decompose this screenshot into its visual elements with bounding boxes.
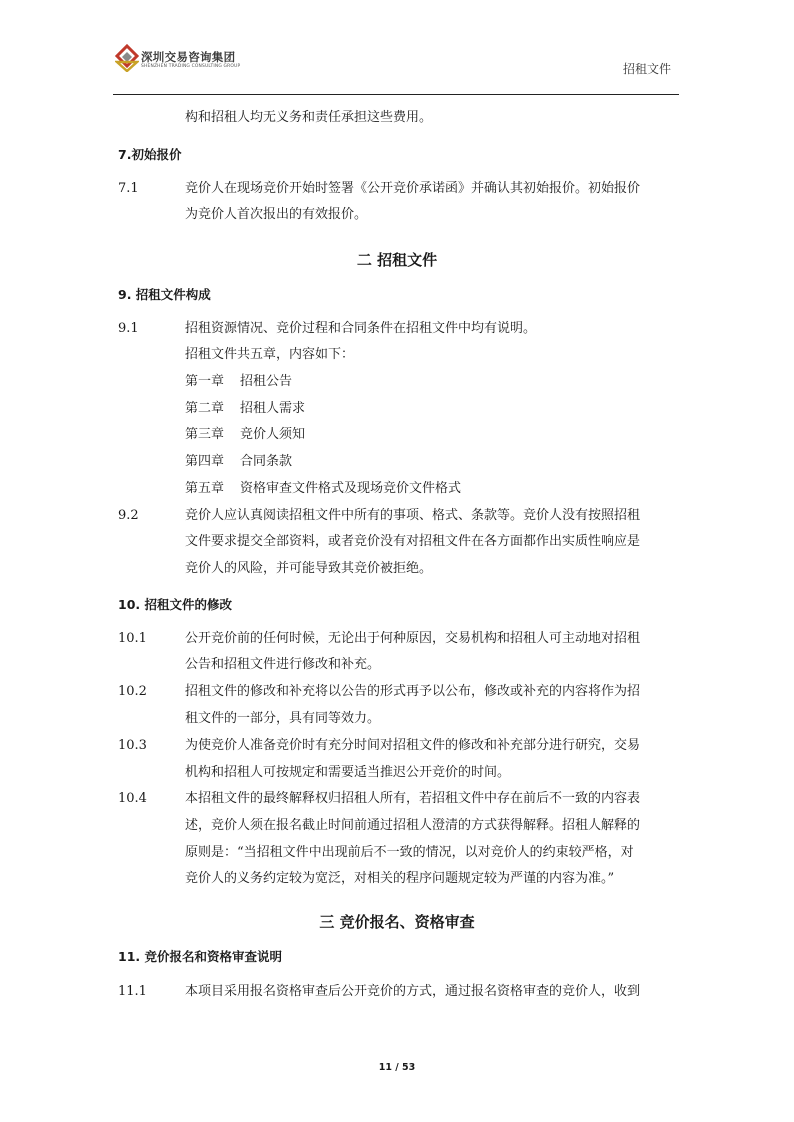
chapter-list-no: 第三章: [185, 427, 225, 442]
clause-10-3-number: 10.3: [118, 738, 147, 753]
clause-11-1-number: 11.1: [118, 984, 147, 999]
section-9-heading: 9. 招租文件构成: [118, 287, 211, 302]
section-10-heading: 10. 招租文件的修改: [118, 597, 232, 612]
continuation-line: 构和招租人均无义务和责任承担这些费用。: [185, 110, 433, 125]
page-number: 11 / 53: [378, 1062, 416, 1073]
clause-10-4-number: 10.4: [118, 791, 147, 806]
clause-11-1-line: 本项目采用报名资格审查后公开竞价的方式，通过报名资格审查的竞价人，收到: [185, 984, 641, 999]
clause-10-1-line: 公开竞价前的任何时候，无论出于何种原因，交易机构和招租人可主动地对招租: [185, 631, 641, 646]
clause-10-2-number: 10.2: [118, 684, 147, 699]
chapter-2-title: 二 招租文件: [356, 251, 438, 269]
clause-9-2-number: 9.2: [118, 508, 139, 523]
clause-9-1-line: 招租资源情况、竞价过程和合同条件在招租文件中均有说明。: [185, 321, 537, 336]
clause-10-4-line: 述，竞价人须在报名截止时间前通过招租人澄清的方式获得解释。招租人解释的: [185, 818, 641, 833]
logo-text-cn: 深圳交易咨询集团: [141, 50, 236, 64]
clause-9-2-line: 竞价人应认真阅读招租文件中所有的事项、格式、条款等。竞价人没有按照招租: [185, 508, 641, 523]
clause-9-1-number: 9.1: [118, 321, 139, 336]
clause-9-1-line: 招租文件共五章，内容如下：: [185, 347, 355, 362]
clause-10-1-line: 公告和招租文件进行修改和补充。: [185, 657, 381, 672]
clause-10-4-line: 竞价人的义务约定较为宽泛，对相关的程序问题规定较为严谨的内容为准。”: [185, 871, 615, 886]
clause-10-3-line: 机构和招租人可按规定和需要适当推迟公开竞价的时间。: [185, 765, 511, 780]
chapter-list-name: 竞价人须知: [240, 427, 306, 442]
chapter-list-name: 招租公告: [240, 374, 293, 389]
clause-10-1-number: 10.1: [118, 631, 147, 646]
clause-7-1-line: 为竞价人首次报出的有效报价。: [185, 207, 368, 222]
logo-mark-icon: [115, 44, 139, 72]
company-logo: [115, 44, 315, 80]
header-title: 招租文件: [622, 62, 671, 76]
chapter-list-name: 招租人需求: [240, 401, 306, 416]
chapter-list-no: 第一章: [185, 374, 225, 389]
clause-10-4-line: 原则是：“当招租文件中出现前后不一致的情况，以对竞价人的约束较严格，对: [185, 845, 634, 860]
section-11-heading: 11. 竞价报名和资格审查说明: [118, 949, 282, 964]
clause-7-1-line: 竞价人在现场竞价开始时签署《公开竞价承诺函》并确认其初始报价。初始报价: [185, 181, 641, 196]
chapter-list-name: 资格审查文件格式及现场竞价文件格式: [240, 481, 462, 496]
section-7-heading: 7.初始报价: [118, 147, 182, 162]
clause-7-1-number: 7.1: [118, 181, 139, 196]
clause-10-3-line: 为使竞价人准备竞价时有充分时间对招租文件的修改和补充部分进行研究，交易: [185, 738, 641, 753]
chapter-list-name: 合同条款: [240, 454, 293, 469]
chapter-3-title: 三 竞价报名、资格审查: [319, 913, 475, 931]
clause-10-2-line: 招租文件的修改和补充将以公告的形式再予以公布，修改或补充的内容将作为招: [185, 684, 641, 699]
clause-9-2-line: 文件要求提交全部资料，或者竞价没有对招租文件在各方面都作出实质性响应是: [185, 534, 641, 549]
chapter-list-no: 第四章: [185, 454, 225, 469]
chapter-list-no: 第二章: [185, 401, 225, 416]
clause-10-2-line: 租文件的一部分，具有同等效力。: [185, 711, 381, 726]
clause-10-4-line: 本招租文件的最终解释权归招租人所有，若招租文件中存在前后不一致的内容表: [185, 791, 641, 806]
logo-text-en: SHENZHEN TRADING CONSULTING GROUP: [141, 64, 241, 69]
clause-9-2-line: 竞价人的风险，并可能导致其竞价被拒绝。: [185, 561, 433, 576]
page-header: [113, 38, 679, 95]
chapter-list-no: 第五章: [185, 481, 225, 496]
